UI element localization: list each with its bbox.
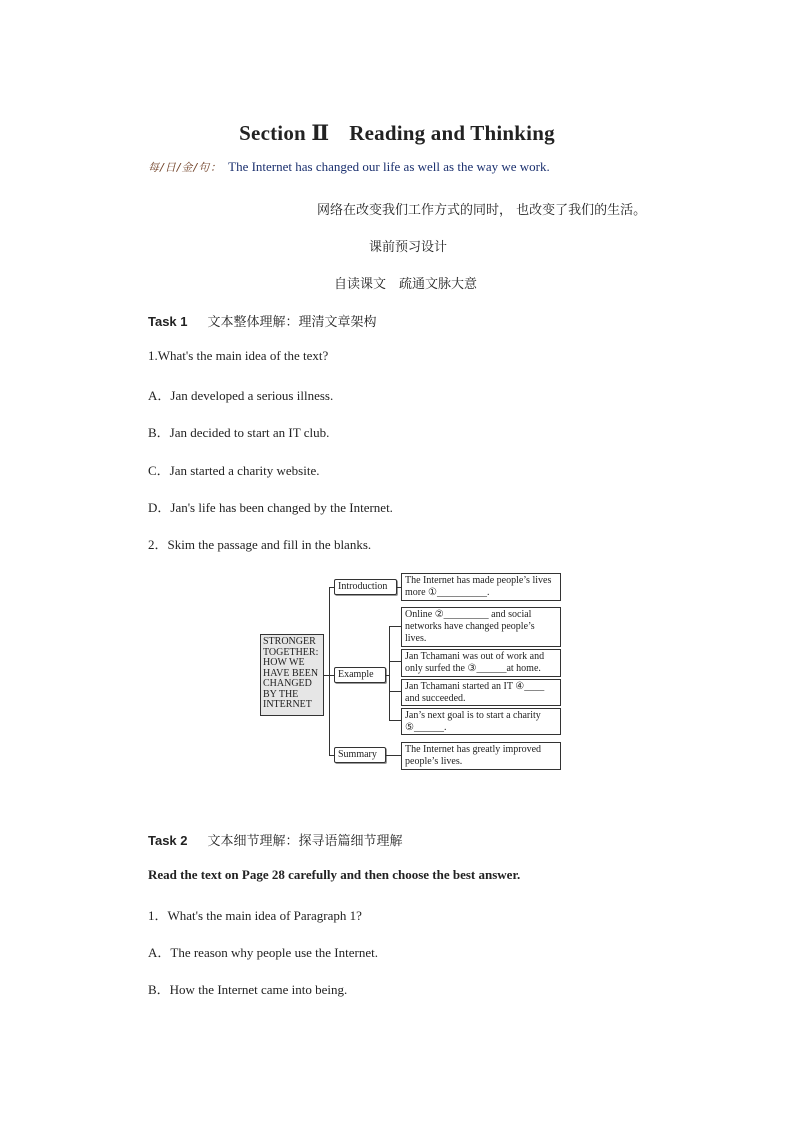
task1-option-a: A．Jan developed a serious illness. bbox=[148, 388, 334, 403]
diagram-example-detail-3: Jan Tchamani started an IT ④____ and succeeded. bbox=[401, 679, 561, 706]
connector bbox=[389, 720, 401, 721]
task1-question-2: 2．Skim the passage and fill in the blanks. bbox=[148, 537, 372, 552]
connector bbox=[389, 661, 401, 662]
task1-heading bbox=[148, 311, 377, 330]
preview-heading: 课前预习设计 bbox=[369, 240, 448, 255]
task1-option-b: B．Jan decided to start an IT club. bbox=[148, 425, 330, 440]
daily-quote-english: The Internet has changed our life as well as the way we work. bbox=[228, 159, 550, 174]
task1-option-c: C．Jan started a charity website. bbox=[148, 463, 320, 478]
task2-option-b: B．How the Internet came into being. bbox=[148, 982, 348, 997]
connector bbox=[389, 626, 390, 720]
connector bbox=[329, 587, 330, 756]
daily-quote-label: 每/日/金/句： bbox=[148, 161, 223, 174]
section-topic: Reading and Thinking bbox=[349, 121, 555, 145]
task1-desc: 文本整体理解：理清文章架构 bbox=[207, 315, 377, 330]
task2-option-a: A．The reason why people use the Internet. bbox=[148, 945, 378, 960]
task2-question-1: 1．What's the main idea of Paragraph 1? bbox=[148, 908, 362, 923]
diagram-summary: Summary bbox=[334, 747, 386, 763]
connector bbox=[389, 691, 401, 692]
diagram-intro-detail: The Internet has made people’s lives more ①__________. bbox=[401, 573, 561, 601]
task1-question-1: 1.What's the main idea of the text? bbox=[148, 348, 329, 363]
daily-quote bbox=[148, 159, 550, 175]
task2-desc: 文本细节理解：探寻语篇细节理解 bbox=[207, 834, 403, 849]
task2-heading bbox=[148, 830, 403, 849]
diagram-example-detail-1: Online ②_________ and social networks have changed people’s lives. bbox=[401, 607, 561, 647]
preview-subheading: 自读课文 疏通文脉大意 bbox=[334, 277, 478, 292]
diagram-introduction: Introduction bbox=[334, 579, 397, 595]
task2-label: Task 2 bbox=[148, 833, 188, 848]
task1-option-d: D．Jan's life has been changed by the Internet. bbox=[148, 500, 393, 515]
diagram-example-detail-4: Jan’s next goal is to start a charity ⑤______. bbox=[401, 708, 561, 735]
diagram-example: Example bbox=[334, 667, 386, 683]
task2-instruction: Read the text on Page 28 carefully and then choose the best answer. bbox=[148, 867, 521, 882]
diagram-root: STRONGER TOGETHER: HOW WE HAVE BEEN CHANGED BY THE INTERNET bbox=[260, 634, 324, 716]
diagram-summary-detail: The Internet has greatly improved people’s lives. bbox=[401, 742, 561, 770]
diagram-example-detail-2: Jan Tchamani was out of work and only surfed the ③______at home. bbox=[401, 649, 561, 677]
task1-label: Task 1 bbox=[148, 314, 188, 329]
section-number: Section Ⅱ bbox=[239, 121, 330, 145]
connector bbox=[386, 755, 401, 756]
daily-quote-chinese: 网络在改变我们工作方式的同时， 也改变了我们的生活。 bbox=[317, 203, 647, 218]
page-title bbox=[0, 120, 794, 146]
connector bbox=[389, 626, 401, 627]
